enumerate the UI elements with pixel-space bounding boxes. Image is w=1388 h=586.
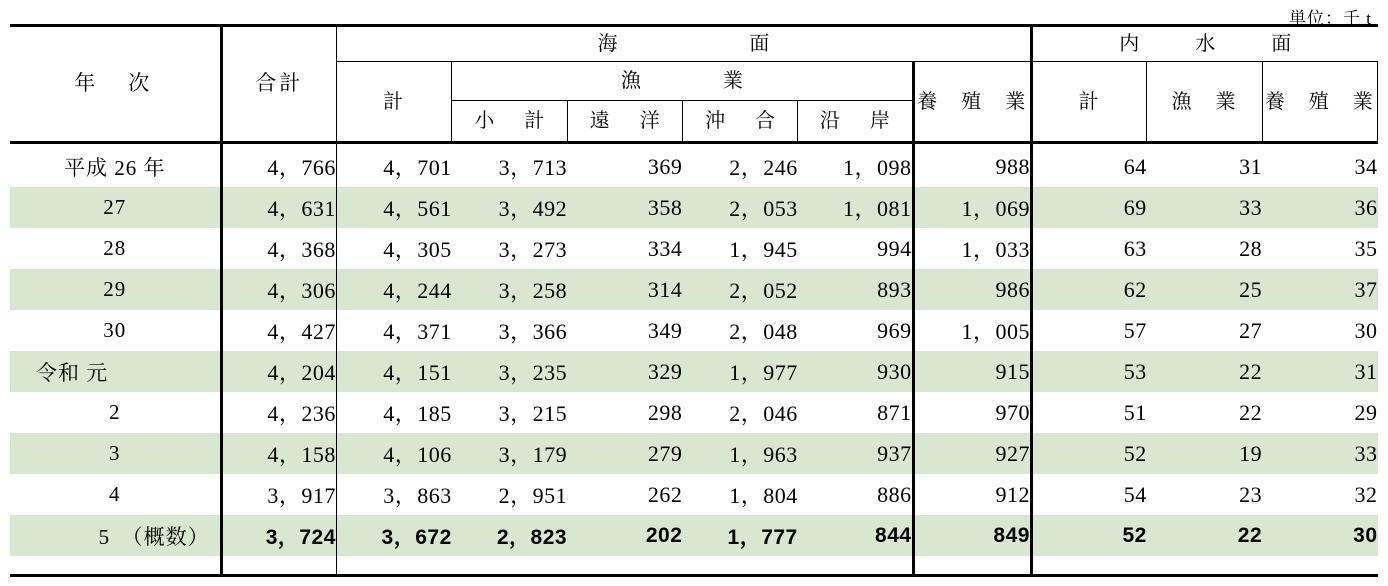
- cell-far-sea: 349: [647, 317, 683, 343]
- header-inland-total: 計: [1031, 62, 1146, 143]
- cell-far-sea: 314: [567, 269, 682, 310]
- cell-sea-aquaculture: 988: [913, 143, 1031, 188]
- cell-inland-fishery: 28: [1239, 235, 1263, 261]
- cell-offshore: 2，048: [729, 319, 798, 344]
- cell-total: 4，158: [221, 433, 336, 474]
- row-year-label: 27: [10, 187, 221, 228]
- table-row: [10, 392, 1378, 433]
- cell-coastal: 930: [798, 351, 913, 392]
- spacer-cell: [798, 556, 913, 576]
- spacer-cell: [682, 556, 797, 576]
- table-row: [10, 351, 1378, 392]
- cell-offshore: 2，053: [682, 187, 797, 228]
- header-row-1: [10, 26, 1378, 62]
- cell-far-sea: 202: [567, 515, 682, 556]
- cell-sea-aquaculture: 970: [913, 392, 1031, 433]
- cell-sea-total: 4，106: [336, 433, 451, 474]
- cell-offshore: 1，777: [682, 515, 797, 556]
- cell-offshore: 1，804: [729, 483, 798, 508]
- cell-coastal: 886: [798, 474, 913, 515]
- row-year-label: 30: [10, 310, 221, 351]
- cell-inland-aquaculture: 33: [1262, 433, 1377, 474]
- cell-inland-aquaculture: 30: [1354, 317, 1378, 343]
- cell-sea-subtotal: 3，713: [498, 155, 568, 180]
- cell-sea-aquaculture: 1，033: [913, 228, 1031, 269]
- cell-total: 4，204: [221, 351, 336, 392]
- cell-sea-aquaculture: 915: [913, 351, 1031, 392]
- cell-inland-fishery: 22: [1147, 351, 1262, 392]
- cell-total: 4，631: [221, 187, 336, 228]
- header-inland-group: 内 水 面: [1031, 26, 1377, 62]
- row-year-label: 3: [10, 433, 221, 474]
- cell-sea-aquaculture: 912: [913, 474, 1031, 515]
- cell-inland-fishery: 27: [1239, 317, 1263, 343]
- spacer-cell: [1147, 556, 1262, 576]
- cell-sea-aquaculture: 1，005: [913, 310, 1031, 351]
- cell-coastal: 844: [798, 515, 913, 556]
- cell-total: 4，236: [221, 392, 336, 433]
- table-bottom-spacer: [10, 556, 1378, 576]
- cell-sea-subtotal: 2，823: [452, 515, 567, 556]
- cell-offshore: 1，945: [729, 237, 798, 262]
- cell-sea-total: 4，151: [336, 351, 451, 392]
- cell-inland-total: 64: [1123, 153, 1147, 179]
- cell-total: 3，917: [221, 474, 336, 515]
- row-year-label: 28: [10, 228, 221, 269]
- cell-inland-fishery: 22: [1147, 515, 1262, 556]
- cell-coastal: 1，081: [798, 187, 913, 228]
- cell-inland-total: 63: [1123, 235, 1147, 261]
- cell-offshore: 2，046: [729, 401, 798, 426]
- cell-inland-total: 52: [1031, 515, 1146, 556]
- row-year-label: 5 （概数）: [10, 515, 221, 556]
- header-far-sea: 遠 洋: [567, 101, 682, 143]
- cell-inland-total: 53: [1031, 351, 1146, 392]
- row-year-label: 令和 元: [10, 351, 221, 392]
- header-sea-subtotal: 小 計: [452, 101, 567, 143]
- cell-sea-subtotal: 3，273: [498, 237, 568, 262]
- cell-sea-subtotal: 2，951: [498, 483, 568, 508]
- cell-sea-total: 4，305: [383, 237, 452, 262]
- cell-sea-aquaculture: 927: [913, 433, 1031, 474]
- cell-inland-fishery: 33: [1147, 187, 1262, 228]
- cell-inland-aquaculture: 31: [1262, 351, 1377, 392]
- cell-inland-aquaculture: 29: [1354, 399, 1378, 425]
- cell-inland-fishery: 22: [1239, 399, 1263, 425]
- cell-sea-subtotal: 3，179: [452, 433, 567, 474]
- table-row: [10, 187, 1378, 228]
- cell-far-sea: 279: [567, 433, 682, 474]
- cell-offshore: 2，246: [729, 155, 798, 180]
- table-row: [10, 269, 1378, 310]
- table-row: [10, 474, 1378, 515]
- fishery-production-table: [10, 24, 1378, 577]
- cell-offshore: 2，052: [682, 269, 797, 310]
- table-header: [10, 26, 1378, 143]
- header-offshore: 沖 合: [682, 101, 797, 143]
- cell-sea-subtotal: 3，258: [452, 269, 567, 310]
- row-year-label: 29: [10, 269, 221, 310]
- header-total: 合計: [221, 26, 336, 143]
- cell-sea-total: 3，863: [383, 483, 452, 508]
- cell-sea-aquaculture: 1，069: [913, 187, 1031, 228]
- header-year: 年 次: [10, 26, 221, 143]
- table-row: [10, 515, 1378, 556]
- cell-far-sea: 334: [647, 235, 683, 261]
- table-row: [10, 228, 1378, 269]
- cell-sea-total: 4，185: [383, 401, 452, 426]
- table-body: [10, 143, 1378, 576]
- cell-inland-fishery: 23: [1239, 481, 1263, 507]
- cell-sea-aquaculture: 986: [913, 269, 1031, 310]
- row-year-label: 平成 26 年: [10, 143, 221, 188]
- cell-coastal: 893: [798, 269, 913, 310]
- cell-inland-total: 52: [1031, 433, 1146, 474]
- cell-coastal: 994: [798, 228, 913, 269]
- cell-sea-subtotal: 3，492: [452, 187, 567, 228]
- spacer-cell: [567, 556, 682, 576]
- cell-inland-total: 51: [1123, 399, 1147, 425]
- cell-far-sea: 369: [647, 153, 683, 179]
- row-year-label: 4: [10, 474, 221, 515]
- table-row: [10, 143, 1378, 188]
- spacer-cell: [1262, 556, 1377, 576]
- cell-sea-subtotal: 3，235: [452, 351, 567, 392]
- spacer-cell: [1031, 556, 1146, 576]
- cell-inland-total: 69: [1031, 187, 1146, 228]
- cell-inland-aquaculture: 36: [1262, 187, 1377, 228]
- cell-sea-total: 4，701: [383, 155, 452, 180]
- cell-inland-aquaculture: 37: [1262, 269, 1377, 310]
- cell-inland-aquaculture: 34: [1354, 153, 1378, 179]
- cell-sea-total: 4，371: [383, 319, 452, 344]
- header-coastal: 沿 岸: [798, 101, 913, 143]
- header-sea-group: 海 面: [336, 26, 1031, 62]
- cell-far-sea: 358: [567, 187, 682, 228]
- header-sea-total: 計: [336, 62, 451, 143]
- spacer-cell: [221, 556, 336, 576]
- spacer-cell: [336, 556, 451, 576]
- cell-inland-fishery: 25: [1147, 269, 1262, 310]
- cell-inland-aquaculture: 32: [1354, 481, 1378, 507]
- header-sea-aquaculture: 養 殖 業: [913, 62, 1031, 143]
- cell-total: 4，368: [221, 228, 336, 269]
- cell-total: 4，766: [221, 143, 336, 188]
- table-row: [10, 433, 1378, 474]
- row-year-label: 2: [10, 392, 221, 433]
- cell-far-sea: 329: [567, 351, 682, 392]
- cell-coastal: 871: [798, 392, 913, 433]
- header-inland-aquaculture: 養 殖 業: [1262, 62, 1377, 143]
- header-fishery-group: 漁 業: [452, 62, 913, 101]
- cell-inland-total: 62: [1031, 269, 1146, 310]
- cell-sea-subtotal: 3，215: [498, 401, 568, 426]
- cell-total: 4，427: [221, 310, 336, 351]
- spacer-cell: [10, 556, 221, 576]
- cell-inland-aquaculture: 30: [1262, 515, 1377, 556]
- cell-inland-fishery: 19: [1147, 433, 1262, 474]
- cell-coastal: 969: [798, 310, 913, 351]
- cell-total: 3，724: [221, 515, 336, 556]
- cell-total: 4，306: [221, 269, 336, 310]
- cell-coastal: 1，098: [798, 143, 913, 188]
- table-row: [10, 310, 1378, 351]
- cell-far-sea: 262: [647, 481, 683, 507]
- cell-sea-subtotal: 3，366: [498, 319, 568, 344]
- cell-offshore: 1，963: [682, 433, 797, 474]
- spacer-cell: [452, 556, 567, 576]
- cell-far-sea: 298: [647, 399, 683, 425]
- cell-sea-total: 3，672: [336, 515, 451, 556]
- unit-note: 単位：千 t: [1289, 9, 1372, 28]
- cell-inland-total: 54: [1123, 481, 1147, 507]
- cell-offshore: 1，977: [682, 351, 797, 392]
- cell-coastal: 937: [798, 433, 913, 474]
- cell-inland-fishery: 31: [1239, 153, 1263, 179]
- cell-sea-total: 4，244: [336, 269, 451, 310]
- cell-inland-aquaculture: 35: [1354, 235, 1378, 261]
- header-inland-fishery: 漁 業: [1147, 62, 1262, 143]
- cell-sea-total: 4，561: [336, 187, 451, 228]
- cell-sea-aquaculture: 849: [913, 515, 1031, 556]
- cell-inland-total: 57: [1123, 317, 1147, 343]
- spacer-cell: [913, 556, 1031, 576]
